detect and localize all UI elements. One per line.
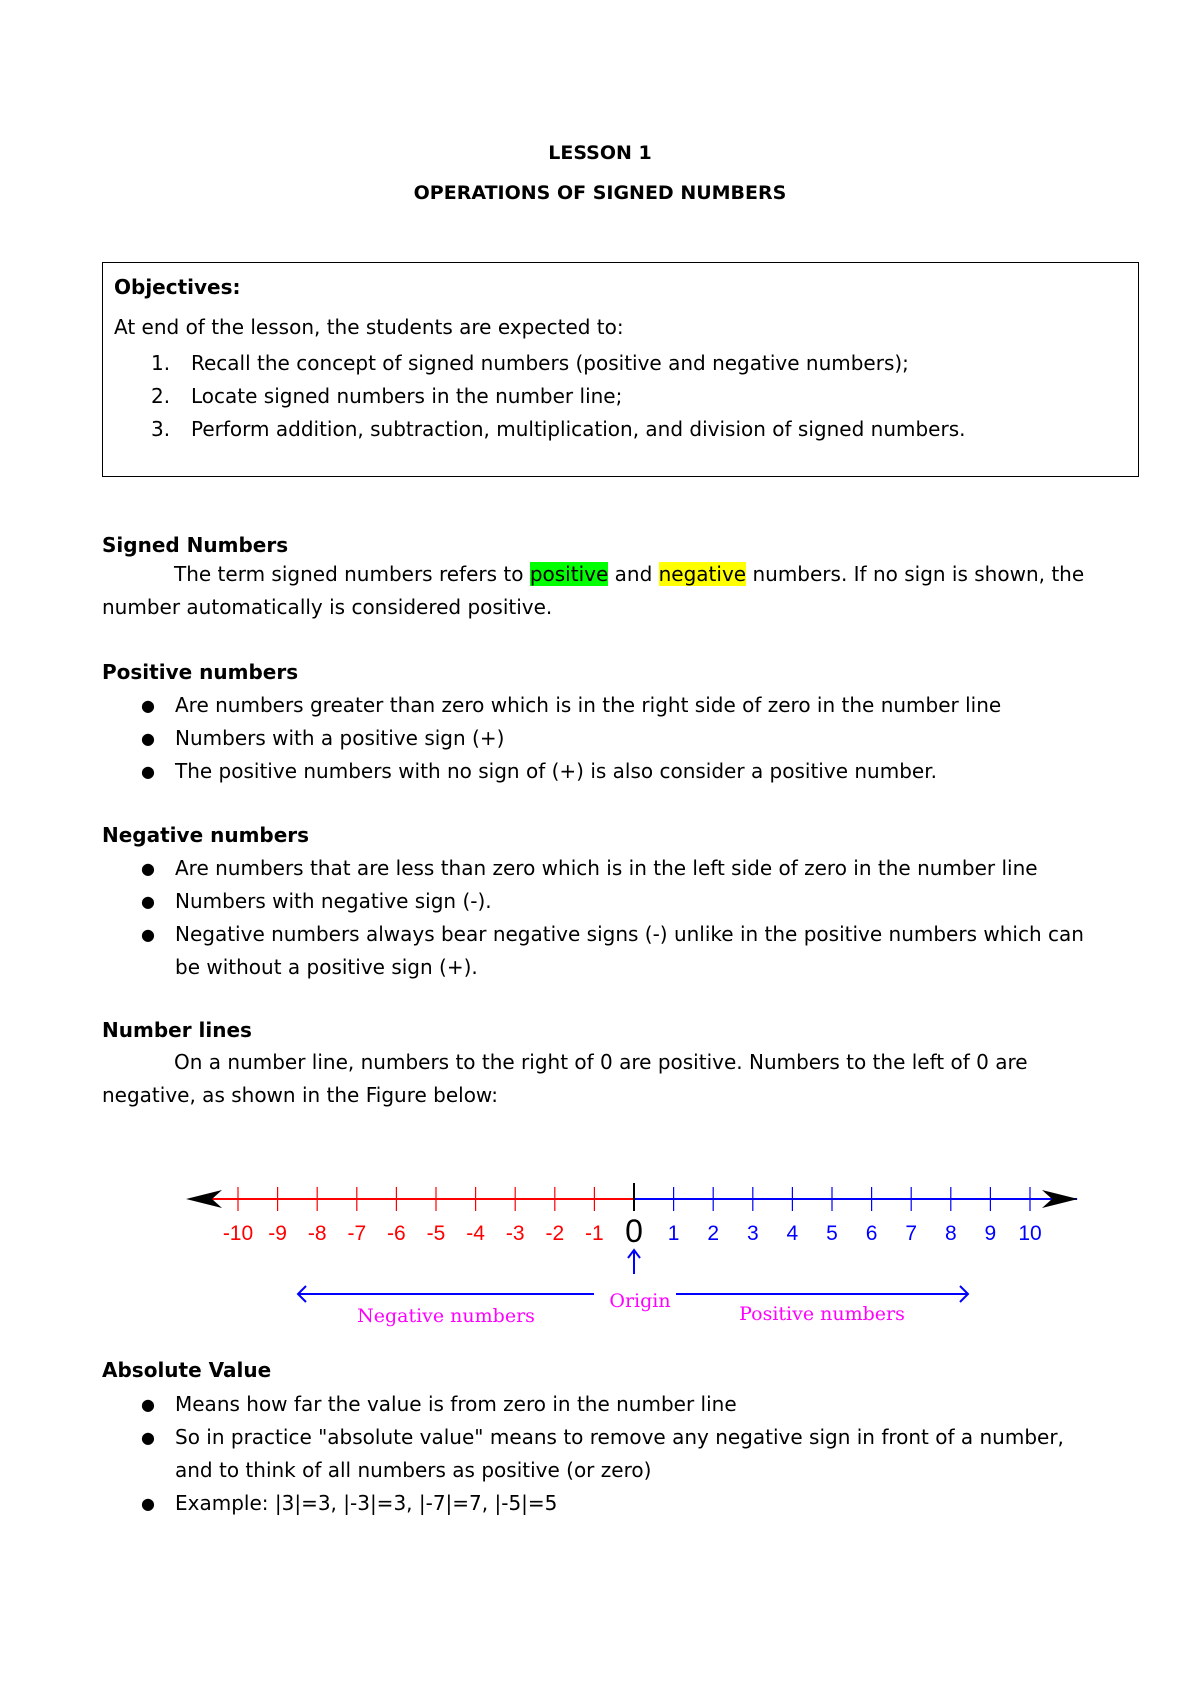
signed-text-before: The term signed numbers refers to: [174, 562, 530, 586]
list-item: [102, 1421, 1102, 1487]
tick-label: -9: [268, 1222, 287, 1245]
tick-label: -2: [545, 1222, 565, 1245]
objectives-box: [102, 262, 1139, 477]
negative-numbers-heading: Negative numbers: [102, 823, 310, 847]
tick-label-group: [223, 1213, 1042, 1249]
list-item-text: Numbers with negative sign (-).: [175, 889, 492, 913]
positive-numbers-list: [102, 689, 1102, 788]
objective-item: [114, 351, 965, 384]
objective-number: 1.: [151, 351, 171, 375]
objectives-title: Objectives:: [114, 275, 241, 299]
bullet-dot-icon: ●: [141, 892, 155, 911]
tick-label: -7: [347, 1222, 367, 1245]
signed-text-and: and: [608, 562, 659, 586]
bullet-dot-icon: ●: [141, 729, 155, 748]
tick-label: -8: [307, 1222, 327, 1245]
objective-number: 2.: [151, 384, 171, 408]
number-lines-paragraph: [102, 1046, 1112, 1112]
bullet-dot-icon: ●: [141, 859, 155, 878]
list-item-text: Numbers with a positive sign (+): [175, 726, 505, 750]
tick-label: 1: [667, 1222, 680, 1245]
objective-number: 3.: [151, 417, 171, 441]
list-item: [102, 689, 1102, 722]
tick-label: -3: [505, 1222, 525, 1245]
number-lines-heading: Number lines: [102, 1018, 252, 1042]
tick-label: 6: [865, 1222, 878, 1245]
tick-label: 4: [786, 1222, 799, 1245]
tick-label: 0: [625, 1213, 643, 1249]
origin-label: Origin: [609, 1290, 671, 1312]
tick-label: 8: [944, 1222, 957, 1245]
list-item: [102, 885, 1102, 918]
objective-item: [114, 384, 965, 417]
absolute-value-list: [102, 1388, 1102, 1520]
list-item-text: The positive numbers with no sign of (+) is also consider a positive number.: [175, 759, 937, 783]
bullet-dot-icon: ●: [141, 762, 155, 781]
lesson-title: OPERATIONS OF SIGNED NUMBERS: [413, 182, 787, 204]
signed-text-after: numbers. If no sign is shown, the number automatically is considered positive.: [102, 562, 1085, 619]
tick-label: 7: [905, 1222, 918, 1245]
objective-text: Perform addition, subtraction, multiplication, and division of signed numbers.: [191, 417, 966, 441]
tick-label: 10: [1018, 1222, 1042, 1245]
absolute-value-heading: Absolute Value: [102, 1358, 272, 1382]
bullet-dot-icon: ●: [141, 1428, 155, 1447]
list-item-text: Means how far the value is from zero in the number line: [175, 1392, 737, 1416]
positive-highlight: positive: [529, 562, 609, 586]
tick-group: [238, 1183, 1030, 1211]
tick-label: 3: [746, 1222, 759, 1245]
tick-label: 5: [826, 1222, 838, 1245]
tick-label: 2: [707, 1222, 720, 1245]
positive-numbers-heading: Positive numbers: [102, 660, 299, 684]
tick-label: -4: [466, 1222, 485, 1245]
objectives-list: [114, 351, 965, 450]
positive-numbers-label: Positive numbers: [739, 1303, 905, 1325]
list-item-text: Example: |3|=3, |-3|=3, |-7|=7, |-5|=5: [175, 1491, 558, 1515]
number-line-svg: [182, 1170, 1102, 1350]
tick-label: -1: [585, 1222, 604, 1245]
list-item: [102, 918, 1102, 984]
negative-numbers-label: Negative numbers: [357, 1305, 535, 1327]
tick-label: -6: [387, 1222, 406, 1245]
list-item-text: Are numbers that are less than zero which is in the left side of zero in the number line: [175, 856, 1038, 880]
list-item: [102, 852, 1102, 885]
tick-label: 9: [984, 1222, 997, 1245]
objective-text: Locate signed numbers in the number line;: [191, 384, 623, 408]
negative-numbers-list: [102, 852, 1102, 984]
bullet-dot-icon: ●: [141, 1494, 155, 1513]
bullet-dot-icon: ●: [141, 1395, 155, 1414]
list-item: [102, 722, 1102, 755]
lesson-number: LESSON 1: [548, 142, 652, 164]
list-item: [102, 1388, 1102, 1421]
list-item: [102, 755, 1102, 788]
list-item-text: Negative numbers always bear negative signs (-) unlike in the positive numbers which can be without a positive sign (+).: [175, 922, 1084, 979]
bullet-dot-icon: ●: [141, 696, 155, 715]
signed-numbers-heading: Signed Numbers: [102, 533, 289, 557]
objectives-intro: At end of the lesson, the students are expected to:: [114, 315, 624, 339]
number-lines-text: On a number line, numbers to the right of 0 are positive. Numbers to the left of 0 are negative, as shown in the Figure below:: [102, 1050, 1028, 1107]
objective-item: [114, 417, 965, 450]
signed-numbers-paragraph: [102, 558, 1112, 624]
list-item: [102, 1487, 1102, 1520]
number-line-figure: [182, 1170, 1102, 1350]
objective-text: Recall the concept of signed numbers (positive and negative numbers);: [191, 351, 909, 375]
bullet-dot-icon: ●: [141, 925, 155, 944]
tick-label: -5: [426, 1222, 446, 1245]
negative-highlight: negative: [658, 562, 747, 586]
list-item-text: Are numbers greater than zero which is in the right side of zero in the number line: [175, 693, 1002, 717]
tick-label: -10: [222, 1222, 254, 1245]
list-item-text: So in practice "absolute value" means to remove any negative sign in front of a number, and to think of all numbers as positive (or zero): [175, 1425, 1064, 1482]
